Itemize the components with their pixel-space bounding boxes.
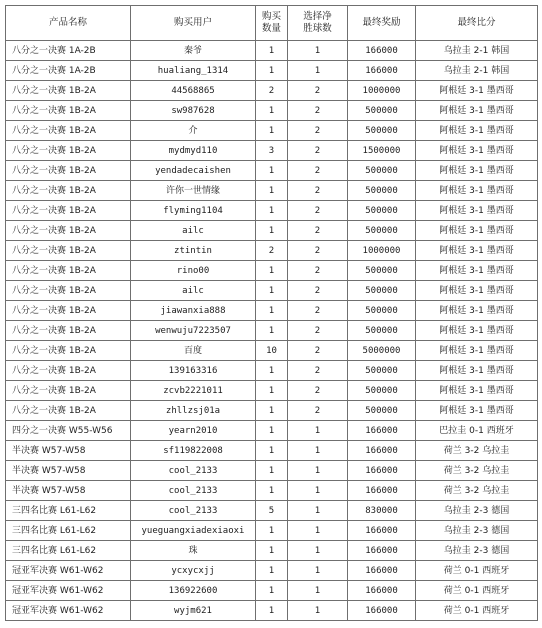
cell-product-name: 冠亚军决赛 W61-W62 — [6, 581, 131, 601]
cell-product-name: 八分之一决赛 1B-2A — [6, 81, 131, 101]
cell-buyer: flyming1104 — [131, 201, 256, 221]
cell-quantity: 1 — [256, 601, 288, 621]
cell-final-score: 荷兰 3-2 乌拉圭 — [416, 481, 538, 501]
cell-quantity: 1 — [256, 161, 288, 181]
cell-buyer: cool_2133 — [131, 501, 256, 521]
cell-goal-margin: 1 — [288, 601, 348, 621]
cell-buyer: yueguangxiadexiaoxi — [131, 521, 256, 541]
cell-product-name: 半决赛 W57-W58 — [6, 481, 131, 501]
cell-final-prize: 500000 — [348, 221, 416, 241]
table-row — [6, 221, 538, 241]
cell-buyer: cool_2133 — [131, 461, 256, 481]
cell-quantity: 3 — [256, 141, 288, 161]
cell-quantity: 1 — [256, 61, 288, 81]
cell-buyer: mydmyd110 — [131, 141, 256, 161]
table-row — [6, 361, 538, 381]
cell-product-name: 三四名比赛 L61-L62 — [6, 521, 131, 541]
cell-product-name: 八分之一决赛 1B-2A — [6, 121, 131, 141]
table-row — [6, 461, 538, 481]
cell-final-score: 阿根廷 3-1 墨西哥 — [416, 381, 538, 401]
cell-product-name: 八分之一决赛 1B-2A — [6, 341, 131, 361]
table-body — [6, 41, 538, 621]
table-row — [6, 441, 538, 461]
cell-quantity: 5 — [256, 501, 288, 521]
cell-goal-margin: 1 — [288, 441, 348, 461]
cell-final-score: 荷兰 0-1 西班牙 — [416, 561, 538, 581]
cell-final-score: 阿根廷 3-1 墨西哥 — [416, 261, 538, 281]
cell-final-score: 荷兰 0-1 西班牙 — [416, 601, 538, 621]
cell-final-prize: 166000 — [348, 581, 416, 601]
winners-table — [5, 5, 538, 621]
cell-final-score: 阿根廷 3-1 墨西哥 — [416, 181, 538, 201]
cell-quantity: 1 — [256, 441, 288, 461]
cell-final-prize: 500000 — [348, 161, 416, 181]
cell-final-score: 阿根廷 3-1 墨西哥 — [416, 281, 538, 301]
table-row — [6, 501, 538, 521]
table-row — [6, 601, 538, 621]
cell-buyer: 介 — [131, 121, 256, 141]
cell-buyer: zcvb2221011 — [131, 381, 256, 401]
cell-quantity: 1 — [256, 521, 288, 541]
cell-quantity: 1 — [256, 301, 288, 321]
cell-goal-margin: 2 — [288, 261, 348, 281]
cell-final-prize: 830000 — [348, 501, 416, 521]
cell-quantity: 1 — [256, 361, 288, 381]
table-row — [6, 81, 538, 101]
cell-quantity: 1 — [256, 541, 288, 561]
cell-goal-margin: 2 — [288, 121, 348, 141]
cell-buyer: 许你一世情缘 — [131, 181, 256, 201]
cell-buyer: sw987628 — [131, 101, 256, 121]
cell-goal-margin: 2 — [288, 201, 348, 221]
cell-final-score: 乌拉圭 2-1 韩国 — [416, 61, 538, 81]
cell-product-name: 八分之一决赛 1B-2A — [6, 161, 131, 181]
cell-final-score: 荷兰 0-1 西班牙 — [416, 581, 538, 601]
cell-goal-margin: 2 — [288, 181, 348, 201]
cell-goal-margin: 1 — [288, 581, 348, 601]
cell-final-score: 阿根廷 3-1 墨西哥 — [416, 361, 538, 381]
cell-final-score: 阿根廷 3-1 墨西哥 — [416, 201, 538, 221]
table-row — [6, 321, 538, 341]
cell-goal-margin: 2 — [288, 381, 348, 401]
cell-goal-margin: 2 — [288, 141, 348, 161]
cell-buyer: wyjm621 — [131, 601, 256, 621]
cell-goal-margin: 1 — [288, 421, 348, 441]
cell-quantity: 1 — [256, 561, 288, 581]
table-row — [6, 161, 538, 181]
cell-final-prize: 500000 — [348, 361, 416, 381]
cell-product-name: 八分之一决赛 1B-2A — [6, 321, 131, 341]
cell-final-score: 阿根廷 3-1 墨西哥 — [416, 101, 538, 121]
cell-product-name: 八分之一决赛 1B-2A — [6, 381, 131, 401]
table-row — [6, 421, 538, 441]
cell-buyer: ycxycxjj — [131, 561, 256, 581]
header-buyer: 购买用户 — [131, 6, 256, 41]
cell-buyer: ailc — [131, 281, 256, 301]
cell-quantity: 1 — [256, 201, 288, 221]
cell-final-prize: 500000 — [348, 201, 416, 221]
cell-product-name: 三四名比赛 L61-L62 — [6, 501, 131, 521]
cell-buyer: zhllzsj01a — [131, 401, 256, 421]
table-row — [6, 581, 538, 601]
cell-final-score: 乌拉圭 2-1 韩国 — [416, 41, 538, 61]
cell-buyer: 百度 — [131, 341, 256, 361]
table-row — [6, 561, 538, 581]
header-quantity: 购买 数量 — [256, 6, 288, 41]
cell-quantity: 2 — [256, 241, 288, 261]
cell-buyer: rino00 — [131, 261, 256, 281]
cell-final-prize: 500000 — [348, 261, 416, 281]
cell-product-name: 三四名比赛 L61-L62 — [6, 541, 131, 561]
cell-buyer: 136922600 — [131, 581, 256, 601]
cell-product-name: 八分之一决赛 1B-2A — [6, 281, 131, 301]
cell-goal-margin: 1 — [288, 61, 348, 81]
cell-goal-margin: 1 — [288, 461, 348, 481]
cell-final-score: 荷兰 3-2 乌拉圭 — [416, 461, 538, 481]
cell-final-prize: 166000 — [348, 481, 416, 501]
cell-product-name: 八分之一决赛 1B-2A — [6, 241, 131, 261]
cell-product-name: 八分之一决赛 1B-2A — [6, 141, 131, 161]
table-row — [6, 121, 538, 141]
cell-goal-margin: 1 — [288, 541, 348, 561]
table-row — [6, 481, 538, 501]
cell-goal-margin: 1 — [288, 481, 348, 501]
cell-product-name: 冠亚军决赛 W61-W62 — [6, 561, 131, 581]
cell-quantity: 2 — [256, 81, 288, 101]
cell-quantity: 1 — [256, 101, 288, 121]
cell-goal-margin: 2 — [288, 341, 348, 361]
header-goal-margin: 选择净 胜球数 — [288, 6, 348, 41]
cell-quantity: 1 — [256, 481, 288, 501]
cell-product-name: 八分之一决赛 1B-2A — [6, 301, 131, 321]
cell-final-prize: 500000 — [348, 401, 416, 421]
cell-buyer: wenwuju7223507 — [131, 321, 256, 341]
cell-quantity: 1 — [256, 321, 288, 341]
cell-final-score: 荷兰 3-2 乌拉圭 — [416, 441, 538, 461]
cell-quantity: 1 — [256, 421, 288, 441]
table-row — [6, 181, 538, 201]
cell-final-prize: 166000 — [348, 421, 416, 441]
cell-product-name: 八分之一决赛 1B-2A — [6, 221, 131, 241]
cell-final-prize: 500000 — [348, 281, 416, 301]
cell-final-prize: 500000 — [348, 381, 416, 401]
cell-product-name: 八分之一决赛 1A-2B — [6, 61, 131, 81]
table-row — [6, 541, 538, 561]
cell-final-score: 阿根廷 3-1 墨西哥 — [416, 221, 538, 241]
cell-goal-margin: 1 — [288, 41, 348, 61]
cell-final-score: 乌拉圭 2-3 德国 — [416, 541, 538, 561]
cell-quantity: 1 — [256, 261, 288, 281]
cell-quantity: 1 — [256, 121, 288, 141]
cell-goal-margin: 2 — [288, 301, 348, 321]
cell-quantity: 1 — [256, 461, 288, 481]
cell-final-prize: 166000 — [348, 561, 416, 581]
table-row — [6, 101, 538, 121]
table-row — [6, 201, 538, 221]
cell-product-name: 四分之一决赛 W55-W56 — [6, 421, 131, 441]
cell-buyer: yearn2010 — [131, 421, 256, 441]
cell-product-name: 半决赛 W57-W58 — [6, 441, 131, 461]
cell-goal-margin: 2 — [288, 361, 348, 381]
table-row — [6, 141, 538, 161]
cell-quantity: 1 — [256, 181, 288, 201]
cell-goal-margin: 1 — [288, 501, 348, 521]
cell-final-prize: 166000 — [348, 541, 416, 561]
cell-final-score: 阿根廷 3-1 墨西哥 — [416, 341, 538, 361]
cell-buyer: ailc — [131, 221, 256, 241]
cell-final-prize: 500000 — [348, 321, 416, 341]
cell-product-name: 半决赛 W57-W58 — [6, 461, 131, 481]
cell-final-score: 乌拉圭 2-3 德国 — [416, 501, 538, 521]
cell-goal-margin: 2 — [288, 81, 348, 101]
table-row — [6, 61, 538, 81]
cell-product-name: 八分之一决赛 1B-2A — [6, 201, 131, 221]
table-row — [6, 521, 538, 541]
cell-final-prize: 166000 — [348, 441, 416, 461]
cell-final-score: 阿根廷 3-1 墨西哥 — [416, 161, 538, 181]
cell-final-prize: 166000 — [348, 521, 416, 541]
cell-product-name: 八分之一决赛 1B-2A — [6, 361, 131, 381]
cell-product-name: 八分之一决赛 1A-2B — [6, 41, 131, 61]
table-row — [6, 381, 538, 401]
cell-final-prize: 166000 — [348, 41, 416, 61]
cell-quantity: 1 — [256, 41, 288, 61]
table-row — [6, 341, 538, 361]
cell-product-name: 八分之一决赛 1B-2A — [6, 261, 131, 281]
cell-quantity: 1 — [256, 281, 288, 301]
cell-buyer: 珠 — [131, 541, 256, 561]
header-final-prize: 最终奖励 — [348, 6, 416, 41]
cell-buyer: jiawanxia888 — [131, 301, 256, 321]
cell-buyer: hualiang_1314 — [131, 61, 256, 81]
cell-final-score: 阿根廷 3-1 墨西哥 — [416, 301, 538, 321]
cell-buyer: 44568865 — [131, 81, 256, 101]
cell-goal-margin: 2 — [288, 101, 348, 121]
cell-final-prize: 500000 — [348, 301, 416, 321]
cell-final-score: 阿根廷 3-1 墨西哥 — [416, 241, 538, 261]
cell-buyer: yendadecaishen — [131, 161, 256, 181]
cell-quantity: 1 — [256, 221, 288, 241]
cell-goal-margin: 1 — [288, 561, 348, 581]
cell-buyer: cool_2133 — [131, 481, 256, 501]
cell-final-score: 阿根廷 3-1 墨西哥 — [416, 81, 538, 101]
cell-goal-margin: 2 — [288, 241, 348, 261]
cell-buyer: 139163316 — [131, 361, 256, 381]
table-row — [6, 281, 538, 301]
cell-final-prize: 500000 — [348, 121, 416, 141]
cell-final-prize: 166000 — [348, 601, 416, 621]
table-header-row — [6, 6, 538, 41]
cell-final-prize: 1000000 — [348, 241, 416, 261]
cell-final-score: 阿根廷 3-1 墨西哥 — [416, 121, 538, 141]
table-row — [6, 41, 538, 61]
cell-final-score: 乌拉圭 2-3 德国 — [416, 521, 538, 541]
cell-final-prize: 1000000 — [348, 81, 416, 101]
cell-final-prize: 166000 — [348, 61, 416, 81]
cell-final-prize: 166000 — [348, 461, 416, 481]
cell-product-name: 八分之一决赛 1B-2A — [6, 181, 131, 201]
table-row — [6, 401, 538, 421]
header-final-score: 最终比分 — [416, 6, 538, 41]
table-row — [6, 261, 538, 281]
cell-buyer: sf119822008 — [131, 441, 256, 461]
cell-final-score: 阿根廷 3-1 墨西哥 — [416, 401, 538, 421]
cell-goal-margin: 2 — [288, 161, 348, 181]
cell-final-prize: 1500000 — [348, 141, 416, 161]
cell-goal-margin: 2 — [288, 221, 348, 241]
cell-quantity: 1 — [256, 381, 288, 401]
cell-final-prize: 500000 — [348, 101, 416, 121]
cell-quantity: 1 — [256, 581, 288, 601]
cell-product-name: 八分之一决赛 1B-2A — [6, 401, 131, 421]
cell-final-prize: 5000000 — [348, 341, 416, 361]
cell-goal-margin: 2 — [288, 321, 348, 341]
table-row — [6, 301, 538, 321]
cell-quantity: 10 — [256, 341, 288, 361]
header-product-name: 产品名称 — [6, 6, 131, 41]
cell-final-score: 巴拉圭 0-1 西班牙 — [416, 421, 538, 441]
cell-final-score: 阿根廷 3-1 墨西哥 — [416, 321, 538, 341]
cell-buyer: ztintin — [131, 241, 256, 261]
cell-quantity: 1 — [256, 401, 288, 421]
cell-final-score: 阿根廷 3-1 墨西哥 — [416, 141, 538, 161]
table-row — [6, 241, 538, 261]
cell-buyer: 秦爷 — [131, 41, 256, 61]
cell-goal-margin: 1 — [288, 521, 348, 541]
cell-goal-margin: 2 — [288, 401, 348, 421]
cell-product-name: 八分之一决赛 1B-2A — [6, 101, 131, 121]
cell-goal-margin: 2 — [288, 281, 348, 301]
cell-product-name: 冠亚军决赛 W61-W62 — [6, 601, 131, 621]
cell-final-prize: 500000 — [348, 181, 416, 201]
